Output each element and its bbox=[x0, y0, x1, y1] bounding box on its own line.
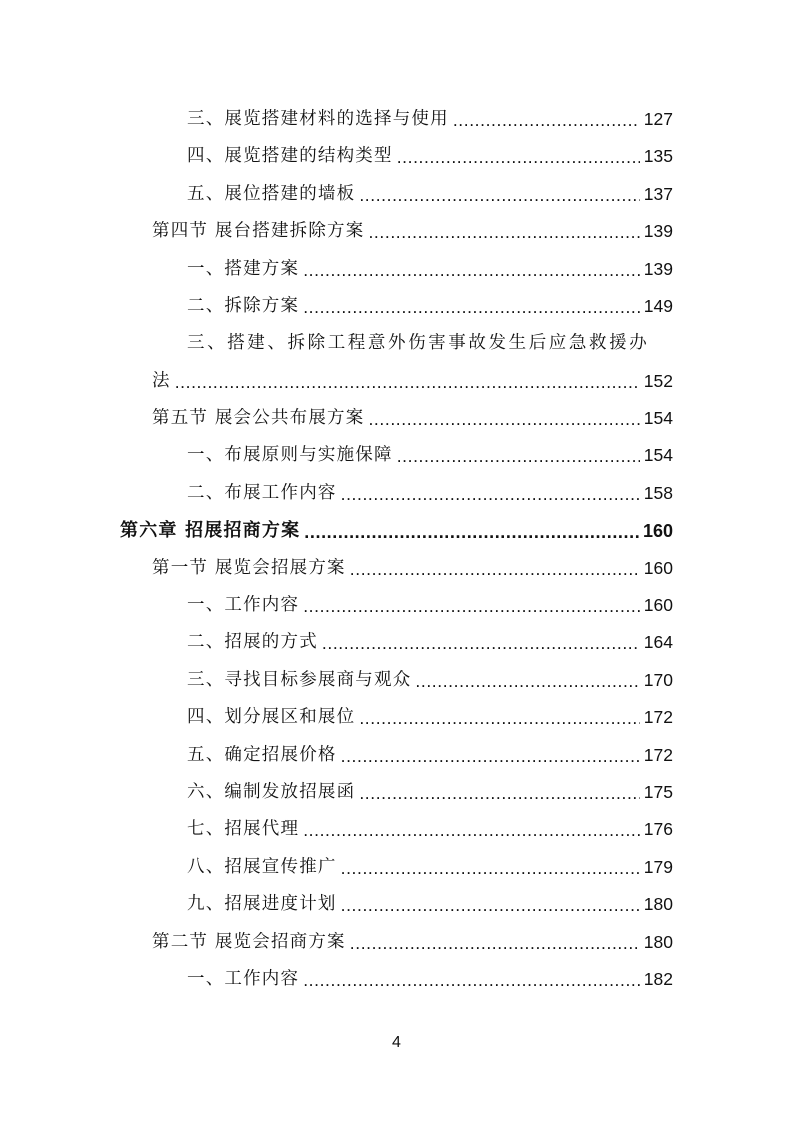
toc-entry-page: 180 bbox=[643, 931, 673, 952]
toc-entry[interactable] bbox=[0, 774, 793, 811]
toc-entry-title: 三、寻找目标参展商与观众 bbox=[187, 669, 412, 690]
toc-entry-title: 三、搭建、拆除工程意外伤害事故发生后应急救援办 bbox=[187, 333, 650, 354]
toc-entry-page: 176 bbox=[643, 819, 673, 840]
table-of-contents bbox=[0, 101, 793, 998]
dot-leader bbox=[303, 972, 640, 990]
toc-entry[interactable] bbox=[0, 849, 793, 886]
dot-leader bbox=[341, 748, 640, 766]
dot-leader bbox=[303, 299, 640, 317]
toc-entry-title: 第四节 展台搭建拆除方案 bbox=[152, 221, 365, 242]
dot-leader bbox=[397, 448, 640, 466]
dot-leader bbox=[341, 486, 640, 504]
toc-entry-title: 八、招展宣传推广 bbox=[187, 856, 337, 877]
toc-entry-page: 172 bbox=[643, 744, 673, 765]
dot-leader bbox=[303, 822, 640, 840]
toc-entry-title: 第六章 招展招商方案 bbox=[120, 519, 301, 541]
toc-entry[interactable] bbox=[0, 811, 793, 848]
toc-entry[interactable] bbox=[0, 961, 793, 998]
toc-entry[interactable] bbox=[0, 101, 793, 138]
toc-entry-title: 四、划分展区和展位 bbox=[187, 707, 356, 728]
toc-section-entry[interactable] bbox=[0, 213, 793, 250]
toc-entry-wrapped-continuation[interactable] bbox=[0, 363, 793, 400]
toc-entry[interactable] bbox=[0, 176, 793, 213]
toc-entry-page: 160 bbox=[642, 520, 673, 541]
dot-leader bbox=[303, 598, 640, 616]
toc-entry-page: 172 bbox=[643, 707, 673, 728]
toc-entry-title: 四、展览搭建的结构类型 bbox=[187, 146, 393, 167]
toc-entry[interactable] bbox=[0, 699, 793, 736]
dot-leader bbox=[453, 112, 640, 130]
toc-entry-title: 六、编制发放招展函 bbox=[187, 781, 356, 802]
toc-entry-page: 164 bbox=[643, 632, 673, 653]
toc-entry[interactable] bbox=[0, 138, 793, 175]
toc-entry-title: 一、搭建方案 bbox=[187, 258, 300, 279]
toc-entry-page: 154 bbox=[643, 408, 673, 429]
toc-entry-page: 170 bbox=[643, 669, 673, 690]
toc-entry[interactable] bbox=[0, 886, 793, 923]
toc-entry-page: 160 bbox=[643, 595, 673, 616]
dot-leader bbox=[175, 374, 640, 392]
dot-leader bbox=[322, 635, 640, 653]
toc-entry-title: 五、展位搭建的墙板 bbox=[187, 183, 356, 204]
toc-entry-page: 179 bbox=[643, 856, 673, 877]
toc-entry-title: 五、确定招展价格 bbox=[187, 744, 337, 765]
toc-entry-title: 二、布展工作内容 bbox=[187, 482, 337, 503]
toc-entry[interactable] bbox=[0, 288, 793, 325]
toc-section-entry[interactable] bbox=[0, 550, 793, 587]
toc-entry-title: 七、招展代理 bbox=[187, 819, 300, 840]
toc-entry-page: 158 bbox=[643, 482, 673, 503]
toc-entry-page: 137 bbox=[643, 183, 673, 204]
dot-leader bbox=[359, 710, 640, 728]
toc-entry-page: 149 bbox=[643, 295, 673, 316]
toc-entry-title: 三、展览搭建材料的选择与使用 bbox=[187, 108, 449, 129]
dot-leader bbox=[341, 860, 640, 878]
page-number: 4 bbox=[392, 1034, 401, 1051]
toc-entry-wrapped-first-line[interactable] bbox=[0, 325, 793, 362]
toc-entry-title: 一、工作内容 bbox=[187, 968, 300, 989]
toc-entry-title: 二、招展的方式 bbox=[187, 632, 318, 653]
toc-entry-page: 160 bbox=[643, 557, 673, 578]
toc-entry-title: 法 bbox=[152, 370, 171, 391]
toc-section-entry[interactable] bbox=[0, 924, 793, 961]
toc-entry[interactable] bbox=[0, 737, 793, 774]
dot-leader bbox=[350, 561, 640, 579]
toc-entry-page: 175 bbox=[643, 781, 673, 802]
dot-leader bbox=[415, 673, 640, 691]
toc-entry[interactable] bbox=[0, 438, 793, 475]
toc-entry-page: 154 bbox=[643, 445, 673, 466]
dot-leader bbox=[359, 785, 640, 803]
dot-leader bbox=[368, 224, 640, 242]
toc-entry-page: 152 bbox=[643, 370, 673, 391]
dot-leader bbox=[350, 935, 640, 953]
dot-leader bbox=[303, 262, 640, 280]
dot-leader bbox=[368, 411, 640, 429]
toc-entry-title: 二、拆除方案 bbox=[187, 295, 300, 316]
toc-entry-page: 182 bbox=[643, 968, 673, 989]
toc-entry-page: 139 bbox=[643, 258, 673, 279]
toc-entry-title: 第一节 展览会招展方案 bbox=[152, 557, 346, 578]
toc-entry-title: 一、工作内容 bbox=[187, 595, 300, 616]
toc-entry-title: 一、布展原则与实施保障 bbox=[187, 445, 393, 466]
toc-entry-page: 139 bbox=[643, 221, 673, 242]
toc-entry-title: 第五节 展会公共布展方案 bbox=[152, 408, 365, 429]
toc-entry-page: 135 bbox=[643, 146, 673, 167]
toc-entry[interactable] bbox=[0, 251, 793, 288]
dot-leader bbox=[397, 149, 640, 167]
toc-entry-page: 180 bbox=[643, 894, 673, 915]
toc-section-entry[interactable] bbox=[0, 400, 793, 437]
dot-leader bbox=[359, 187, 640, 205]
toc-entry[interactable] bbox=[0, 624, 793, 661]
toc-entry[interactable] bbox=[0, 662, 793, 699]
dot-leader bbox=[304, 523, 640, 541]
toc-entry[interactable] bbox=[0, 475, 793, 512]
toc-chapter-entry[interactable] bbox=[0, 512, 793, 549]
toc-entry-title: 第二节 展览会招商方案 bbox=[152, 931, 346, 952]
toc-entry-page: 127 bbox=[643, 108, 673, 129]
toc-entry-title: 九、招展进度计划 bbox=[187, 894, 337, 915]
toc-entry[interactable] bbox=[0, 587, 793, 624]
dot-leader bbox=[341, 897, 640, 915]
